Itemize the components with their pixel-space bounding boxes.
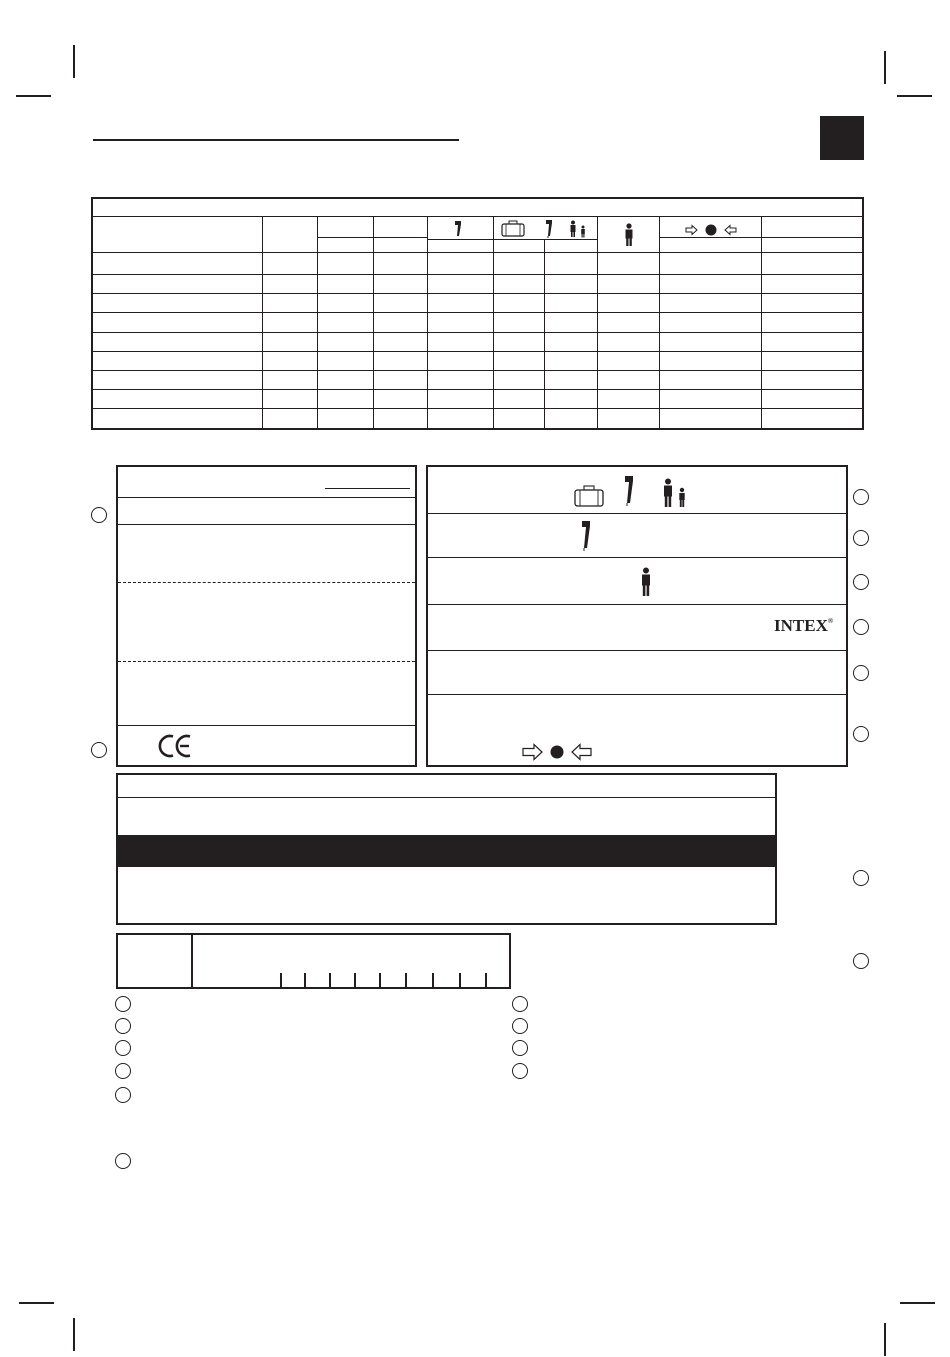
gauge-icon bbox=[453, 220, 463, 238]
legend-marker bbox=[512, 1063, 528, 1079]
table-row bbox=[93, 389, 862, 390]
gauge-icon bbox=[580, 520, 592, 552]
scale-box bbox=[116, 933, 511, 989]
crop-mark-bottom-right-h bbox=[900, 1302, 935, 1304]
crop-mark-bottom-left-h bbox=[19, 1302, 54, 1304]
legend-marker bbox=[115, 1087, 131, 1103]
language-tab bbox=[820, 116, 864, 160]
legend-marker bbox=[115, 1018, 131, 1034]
ce-mark-icon bbox=[158, 734, 194, 758]
crop-mark-bottom-right-v bbox=[884, 1323, 886, 1356]
scale-tick bbox=[280, 973, 282, 987]
callout-marker bbox=[853, 530, 869, 546]
scale-tick bbox=[304, 973, 306, 987]
table-row bbox=[93, 252, 862, 253]
legend-marker bbox=[512, 1018, 528, 1034]
callout-marker bbox=[853, 665, 869, 681]
capacity-table bbox=[91, 197, 864, 430]
callout-marker bbox=[853, 574, 869, 590]
legend-marker bbox=[512, 1040, 528, 1056]
gauge-icon bbox=[623, 475, 635, 507]
crop-mark-top-left-h bbox=[16, 95, 51, 97]
scale-tick bbox=[354, 973, 356, 987]
legend-marker bbox=[115, 1063, 131, 1079]
warning-box bbox=[116, 773, 777, 925]
scale-tick bbox=[379, 973, 381, 987]
table-row bbox=[93, 274, 862, 275]
table-row bbox=[93, 312, 862, 313]
legend-marker bbox=[115, 1040, 131, 1056]
callout-marker bbox=[91, 742, 107, 758]
legend-marker bbox=[115, 1153, 131, 1169]
callout-marker bbox=[853, 619, 869, 635]
label-left-panel bbox=[116, 465, 417, 767]
callout-marker bbox=[853, 953, 869, 969]
valve-direction-icon bbox=[685, 224, 737, 236]
table-row bbox=[93, 370, 862, 371]
scale-tick bbox=[432, 973, 434, 987]
label-underline bbox=[325, 488, 410, 489]
adult-child-icon bbox=[661, 478, 689, 508]
table-row bbox=[93, 293, 862, 294]
crop-mark-top-right-h bbox=[897, 95, 932, 97]
warning-banner bbox=[118, 835, 775, 867]
title-underline bbox=[93, 139, 459, 141]
adult-icon bbox=[623, 223, 635, 247]
callout-marker bbox=[853, 489, 869, 505]
crop-mark-top-right-v bbox=[884, 51, 886, 84]
scale-tick bbox=[405, 973, 407, 987]
callout-marker bbox=[853, 870, 869, 886]
valve-direction-icon bbox=[522, 743, 592, 761]
brand-logo: INTEX® bbox=[774, 616, 834, 635]
adult-child-icon bbox=[567, 220, 589, 238]
table-row bbox=[93, 408, 862, 409]
table-row bbox=[93, 332, 862, 333]
legend-marker bbox=[512, 996, 528, 1012]
luggage-icon bbox=[574, 485, 604, 507]
legend-marker bbox=[115, 996, 131, 1012]
table-header-divider bbox=[93, 216, 862, 217]
adult-icon bbox=[640, 567, 652, 597]
scale-tick bbox=[329, 973, 331, 987]
crop-mark-top-left-v bbox=[73, 45, 75, 78]
label-right-panel bbox=[426, 465, 848, 767]
gauge-icon bbox=[544, 219, 554, 239]
crop-mark-bottom-left-v bbox=[73, 1318, 75, 1351]
luggage-icon bbox=[501, 220, 525, 237]
table-row bbox=[93, 351, 862, 352]
scale-tick bbox=[459, 973, 461, 987]
callout-marker bbox=[853, 726, 869, 742]
scale-tick bbox=[485, 973, 487, 987]
callout-marker bbox=[91, 507, 107, 523]
